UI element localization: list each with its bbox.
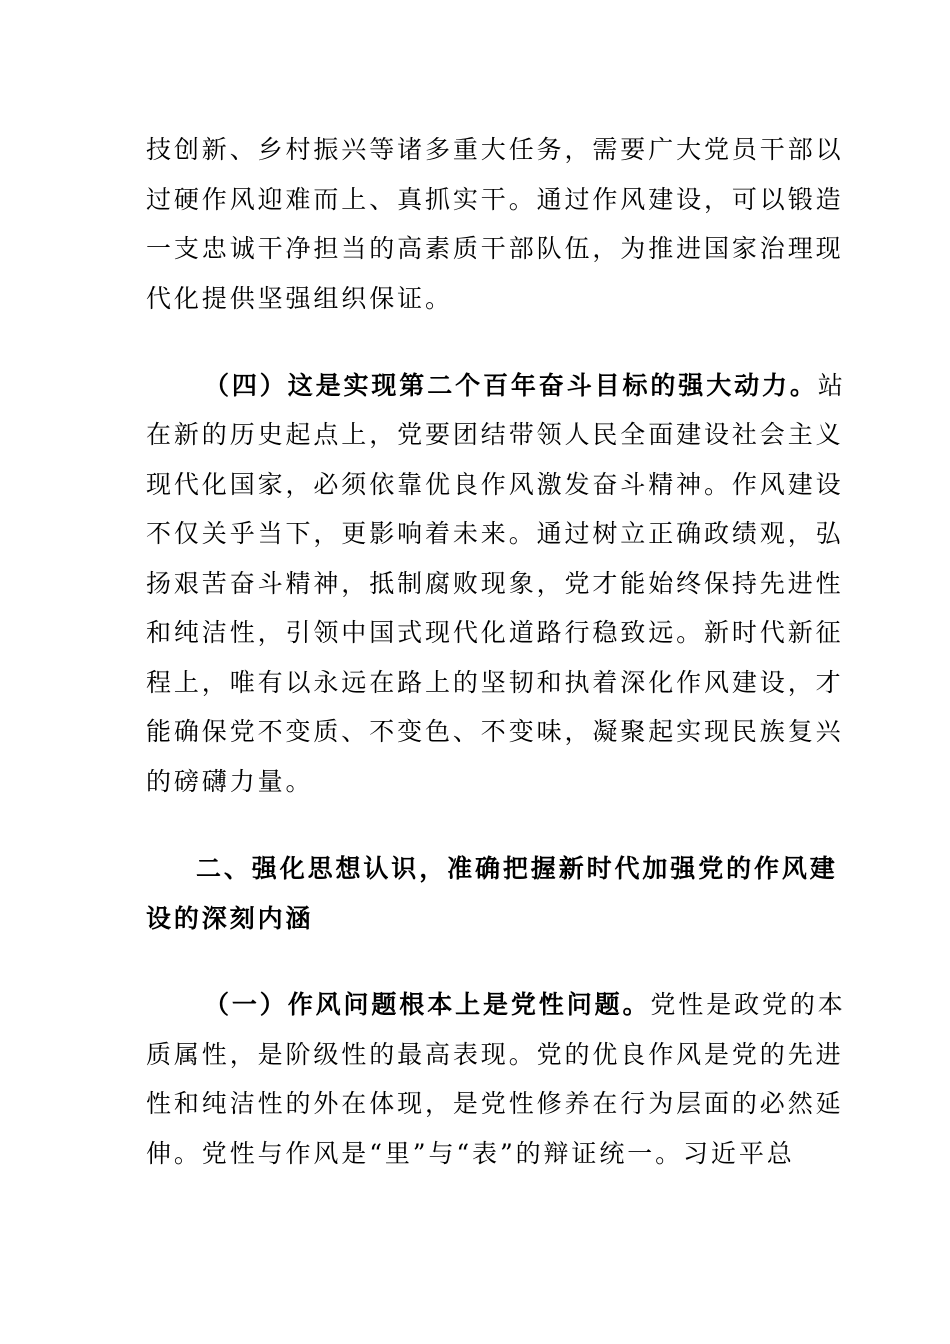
section-2-title-line-1: 二、强化思想认识，准确把握新时代加强党的作风建 bbox=[196, 854, 838, 883]
paragraph-2-line-7: 程上，唯有以永远在路上的坚韧和执着深化作风建设，才 bbox=[146, 668, 844, 697]
paragraph-3-line-1 bbox=[146, 985, 846, 1025]
paragraph-3-heading: （一）作风问题根本上是党性问题。 bbox=[204, 990, 651, 1019]
paragraph-2-line-1-rest: 站 bbox=[817, 371, 846, 400]
paragraph-2-line-6: 和纯洁性，引领中国式现代化道路行稳致远。新时代新征 bbox=[146, 618, 844, 647]
paragraph-1-line-4: 代化提供坚强组织保证。 bbox=[146, 284, 453, 313]
paragraph-3-line-1-rest: 党性是政党的本 bbox=[650, 990, 846, 1019]
paragraph-1-line-2: 过硬作风迎难而上、真抓实干。通过作风建设，可以锻造 bbox=[146, 185, 844, 214]
paragraph-1-line-1: 技创新、乡村振兴等诸多重大任务，需要广大党员干部以 bbox=[146, 135, 844, 164]
paragraph-1-line-3: 一支忠诚干净担当的高素质干部队伍，为推进国家治理现 bbox=[146, 234, 844, 263]
paragraph-2-line-4: 不仅关乎当下，更影响着未来。通过树立正确政绩观，弘 bbox=[146, 519, 844, 548]
paragraph-2-line-5: 扬艰苦奋斗精神，抵制腐败现象，党才能始终保持先进性 bbox=[146, 569, 844, 598]
paragraph-3-line-4: 伸。党性与作风是“里”与“表”的辩证统一。习近平总 bbox=[146, 1139, 795, 1168]
paragraph-2-heading: （四）这是实现第二个百年奋斗目标的强大动力。 bbox=[204, 371, 818, 400]
paragraph-2-line-9: 的磅礴力量。 bbox=[146, 767, 314, 796]
paragraph-2-line-1 bbox=[146, 366, 846, 406]
paragraph-2-line-8: 能确保党不变质、不变色、不变味，凝聚起实现民族复兴 bbox=[146, 717, 844, 746]
paragraph-2-line-3: 现代化国家，必须依靠优良作风激发奋斗精神。作风建设 bbox=[146, 470, 844, 499]
paragraph-2-line-2: 在新的历史起点上，党要团结带领人民全面建设社会主义 bbox=[146, 420, 844, 449]
section-2-title-line-2: 设的深刻内涵 bbox=[146, 904, 314, 933]
paragraph-3-line-2: 质属性，是阶级性的最高表现。党的优良作风是党的先进 bbox=[146, 1040, 844, 1069]
paragraph-3-line-3: 性和纯洁性的外在体现，是党性修养在行为层面的必然延 bbox=[146, 1089, 844, 1118]
